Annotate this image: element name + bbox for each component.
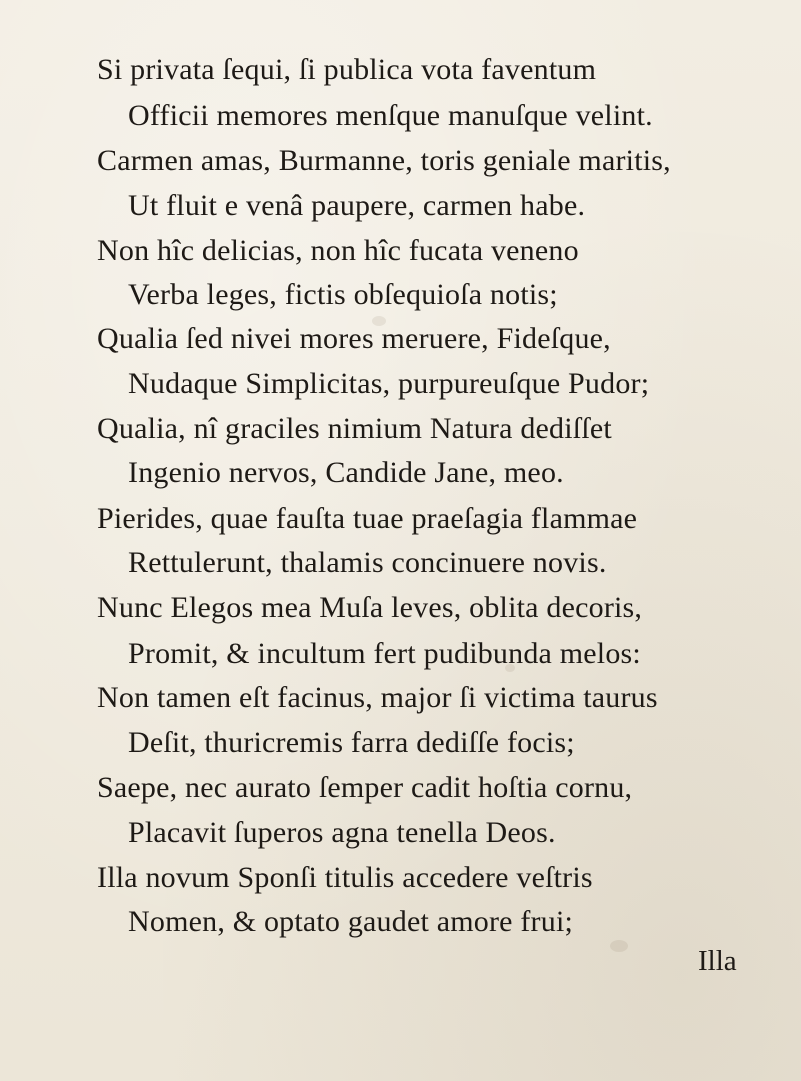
poem-line: Illa novum Sponſi titulis accedere veſtris [97,861,593,894]
catchword: Illa [698,945,737,977]
poem-line: Rettulerunt, thalamis concinuere novis. [128,546,607,579]
poem-line: Pierides, quae fauſta tuae praeſagia flammae [97,502,638,535]
poem-line: Nudaque Simplicitas, purpureuſque Pudor; [128,367,650,400]
poem-line: Ingenio nervos, Candide Jane, meo. [128,456,564,489]
poem-line: Qualia ſed nivei mores meruere, Fideſque, [97,322,611,355]
poem-line: Promit, & incultum fert pudibunda melos: [128,637,641,670]
poem-line: Nomen, & optato gaudet amore frui; [128,905,574,938]
poem-line: Qualia, nî graciles nimium Natura dediſſet [97,412,612,445]
poem-line: Officii memores menſque manuſque velint. [128,99,653,132]
poem-line: Saepe, nec aurato ſemper cadit hoſtia cornu, [97,771,633,804]
poem-line: Si privata ſequi, ſi publica vota faventum [97,53,597,86]
poem-line: Deſit, thuricremis farra dediſſe focis; [128,726,575,759]
poem-line: Nunc Elegos mea Muſa leves, oblita decoris, [97,591,643,624]
poem-line: Placavit ſuperos agna tenella Deos. [128,816,556,849]
poem-line: Non hîc delicias, non hîc fucata veneno [97,234,579,267]
poem-line: Verba leges, fictis obſequioſa notis; [128,278,558,311]
poem-line: Non tamen eſt facinus, major ſi victima taurus [97,681,658,714]
poem-line: Carmen amas, Burmanne, toris geniale maritis, [97,144,671,177]
poem-line: Ut fluit e venâ paupere, carmen habe. [128,189,586,222]
